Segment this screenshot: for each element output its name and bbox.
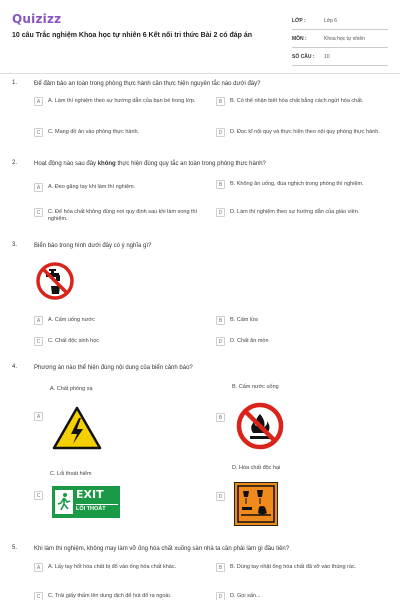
option-a[interactable]: [34, 564, 204, 572]
question-number: 4.: [12, 364, 18, 370]
option-text: C. Chất độc sinh học: [48, 338, 100, 344]
exit-sign-text: EXIT: [76, 488, 104, 501]
exit-sign-subtext: LỐI THOÁT: [76, 504, 118, 512]
question-text: Để đảm bảo an toàn trong phòng thực hành cần thực hiện nguyên tắc nào dưới đây?: [34, 81, 261, 87]
meta-value: Lớp 6: [324, 17, 338, 24]
option-letter-box[interactable]: C: [34, 208, 43, 217]
header-divider: [0, 73, 400, 74]
option-text: D. Gọi sấn...: [230, 593, 261, 599]
question-number: 5.: [12, 545, 18, 551]
option-b-label: B. Cấm nước uống: [232, 384, 279, 390]
option-a-label: A. Chất phóng xạ: [50, 386, 93, 392]
option-c[interactable]: [34, 129, 204, 137]
question-3: [12, 242, 388, 354]
no-drinking-water-sign-icon: [36, 262, 74, 300]
option-text: D. Chất ăn mòn: [230, 338, 269, 344]
question-number: 3.: [12, 242, 18, 248]
option-c[interactable]: [34, 593, 204, 600]
option-text: B. Không ăn uống, đùa nghịch trong phòng thí nghiệm.: [230, 181, 364, 187]
meta-key: MÔN :: [292, 35, 307, 42]
question-2: [12, 160, 388, 232]
meta-row-grade: [292, 12, 388, 30]
meta-key: LỚP :: [292, 17, 306, 24]
question-text: [34, 160, 388, 168]
option-b[interactable]: [216, 317, 386, 325]
option-c-box[interactable]: C: [34, 491, 43, 500]
option-d-box[interactable]: D: [216, 492, 225, 501]
option-d[interactable]: [216, 129, 386, 137]
question-number: 2.: [12, 160, 18, 166]
question-text: Phương án nào thể hiện đúng nội dung của biển cảnh báo?: [34, 365, 193, 371]
question-1: [12, 80, 388, 150]
meta-row-subject: [292, 30, 388, 48]
option-text: D. Đọc kĩ nội quy và thực hiện theo nội quy phòng thực hành.: [230, 129, 380, 135]
option-b[interactable]: [216, 98, 386, 106]
option-letter-box[interactable]: A: [34, 97, 43, 106]
question-4: [12, 364, 388, 536]
option-text: C. Mang đồ ăn vào phòng thực hành.: [48, 129, 140, 135]
option-letter-box[interactable]: C: [34, 592, 43, 600]
worksheet-header: [0, 0, 400, 74]
option-letter-box[interactable]: D: [216, 208, 225, 217]
exit-sign-icon: [52, 486, 120, 518]
meta-value: 10: [324, 53, 330, 60]
option-d[interactable]: [216, 209, 386, 217]
option-text: B. Có thể nhận biết hóa chất bằng cách ngửi hóa chất.: [230, 98, 364, 104]
question-5: [12, 545, 388, 600]
option-letter-box[interactable]: B: [216, 180, 225, 189]
option-text: A. Làm thí nghiệm theo sự hướng dẫn của bạn bè trong lớp.: [48, 98, 196, 104]
option-text: C. Trải giấy thấm lên dung dịch để hút đổ ra ngoài.: [48, 593, 172, 599]
meta-value: Khoa học tự nhiên: [324, 35, 365, 42]
question-number: 1.: [12, 80, 18, 86]
option-letter-box[interactable]: C: [34, 128, 43, 137]
option-letter-box[interactable]: D: [216, 337, 225, 346]
high-voltage-warning-icon: [52, 406, 102, 450]
meta-key: SỐ CÂU :: [292, 53, 315, 60]
question-text-part: thực hiện đúng quy tắc an toàn trong phòng thực hành?: [115, 161, 266, 167]
option-a[interactable]: [34, 98, 204, 106]
question-text-emphasis: không: [97, 161, 116, 167]
option-d-label: D. Hóa chất độc hại: [232, 465, 281, 471]
option-a[interactable]: [34, 184, 204, 192]
option-c-label: C. Lối thoát hiểm: [50, 471, 92, 477]
option-text: A. Cấm uống nước: [48, 317, 95, 323]
option-letter-box[interactable]: C: [34, 337, 43, 346]
quizizz-logo: Quizizz: [12, 12, 62, 26]
option-a[interactable]: [34, 317, 204, 325]
corrosive-warning-icon: [234, 482, 278, 526]
option-text: B. Dùng tay nhặt ống hóa chất đã vỡ vào thùng rác.: [230, 564, 357, 570]
option-letter-box[interactable]: D: [216, 128, 225, 137]
option-text: A. Đeo găng tay khi làm thí nghiệm.: [48, 184, 136, 190]
option-letter-box[interactable]: B: [216, 316, 225, 325]
option-text: D. Làm thí nghiệm theo sự hướng dẫn của giáo viên.: [230, 209, 360, 215]
question-text: Biển báo trong hình dưới đây có ý nghĩa gì?: [34, 243, 152, 249]
option-a-box[interactable]: A: [34, 412, 43, 421]
option-text: B. Cấm lửa: [230, 317, 258, 323]
option-b[interactable]: [216, 181, 386, 189]
no-fire-sign-icon: [236, 402, 284, 450]
option-c[interactable]: [34, 338, 204, 346]
option-letter-box[interactable]: A: [34, 183, 43, 192]
option-d[interactable]: [216, 338, 386, 346]
option-b[interactable]: [216, 564, 386, 572]
question-text: Khi làm thí nghiệm, không may làm vỡ ống hóa chất xuống sàn nhà ta cần phải làm gì đầu tiên?: [34, 546, 290, 552]
option-b-box[interactable]: B: [216, 413, 225, 422]
option-text: A. Lấy tay hốt hóa chất bị đổ vào ống hóa chất khác.: [48, 564, 177, 570]
option-letter-box[interactable]: A: [34, 563, 43, 572]
option-d[interactable]: [216, 593, 386, 600]
option-letter-box[interactable]: D: [216, 592, 225, 600]
option-letter-box[interactable]: B: [216, 563, 225, 572]
option-letter-box[interactable]: A: [34, 316, 43, 325]
worksheet-title: 10 câu Trắc nghiệm Khoa học tự nhiên 6 Kết nối tri thức Bài 2 có đáp án: [12, 32, 253, 39]
option-c[interactable]: [34, 209, 204, 223]
meta-row-count: [292, 48, 388, 66]
question-text-part: Hoạt động nào sau đây: [34, 161, 98, 167]
option-text: C. Để hóa chất không đúng nơi quy định sau khi làm xong thí nghiệm.: [48, 209, 198, 222]
option-letter-box[interactable]: B: [216, 97, 225, 106]
meta-table: [292, 12, 388, 66]
